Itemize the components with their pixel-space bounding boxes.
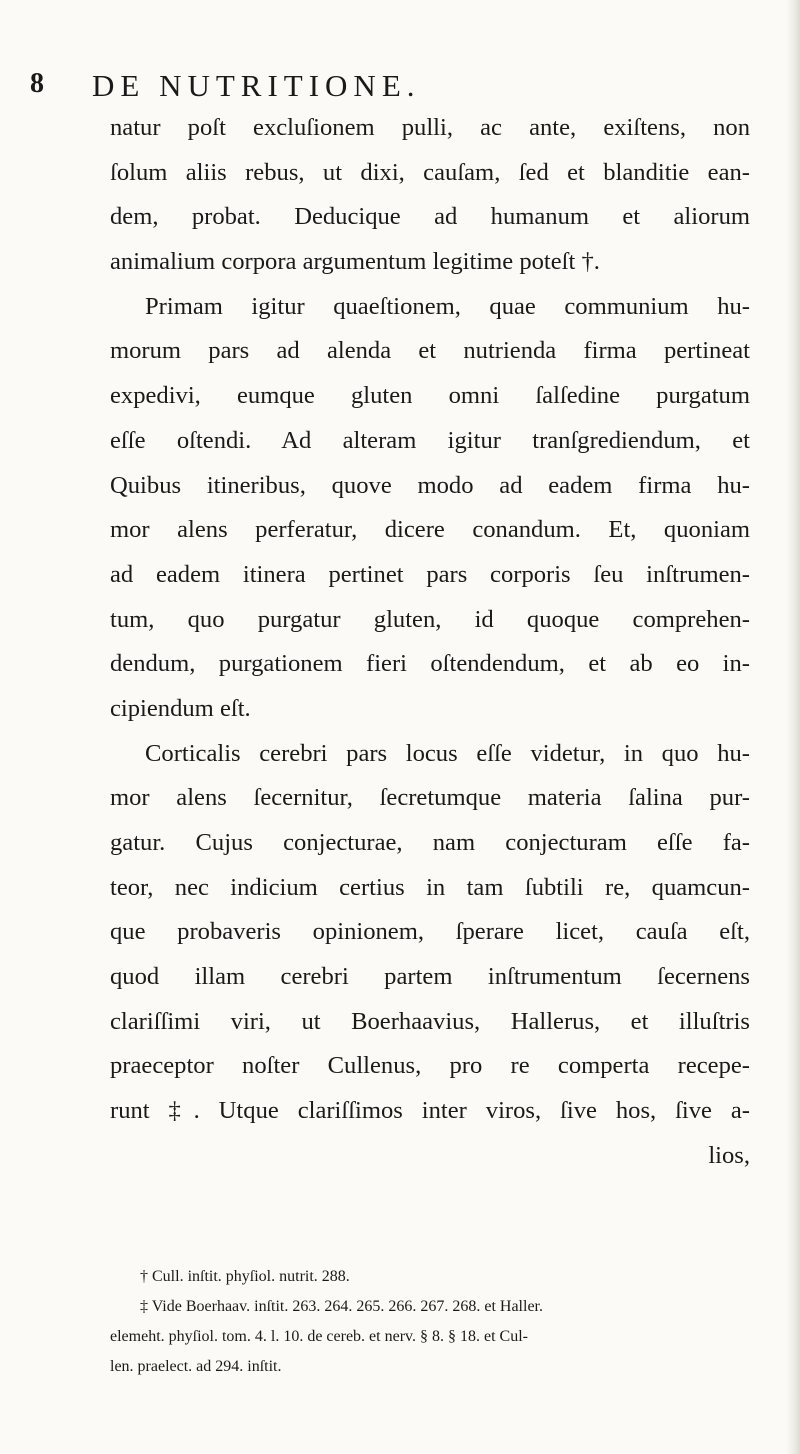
text-line: cipiendum eſt. — [110, 694, 251, 722]
text-line: tum, quo purgatur gluten, id quoque comprehen- — [110, 605, 750, 633]
paragraph-start-line: Primam igitur quaeſtionem, quae communium hu- — [145, 292, 750, 320]
text-line: expedivi, eumque gluten omni ſalſedine purgatum — [110, 382, 750, 410]
text-line: morum pars ad alenda et nutrienda firma pertineat — [110, 337, 750, 365]
text-line: dem, probat. Deducique ad humanum et aliorum — [110, 203, 750, 231]
text-line: mor alens perferatur, dicere conandum. Et, quoniam — [110, 516, 750, 544]
footnote-dagger: † Cull. inſtit. phyſiol. nutrit. 288. — [140, 1268, 350, 1285]
page-edge-shadow — [786, 0, 800, 1454]
text-line: gatur. Cujus conjecturae, nam conjecturam eſſe fa- — [110, 829, 750, 856]
text-line: que probaveris opinionem, ſperare licet, cauſa eſt, — [110, 918, 750, 946]
running-head — [30, 68, 750, 108]
text-line: ſolum aliis rebus, ut dixi, cauſam, ſed et blanditie ean- — [110, 158, 750, 186]
text-line: runt ‡. Utque clariſſimos inter viros, ſive hos, ſive a- — [110, 1097, 750, 1125]
text-line: ad eadem itinera pertinet pars corporis ſeu inſtrumen- — [110, 560, 750, 588]
footnotes — [110, 1262, 762, 1382]
text-line: Quibus itineribus, quove modo ad eadem firma hu- — [110, 471, 750, 499]
catchword: lios, — [708, 1141, 750, 1169]
text-line: clariſſimi viri, ut Boerhaavius, Hallerus, et illuſtris — [110, 1007, 750, 1035]
footnote-double-dagger: ‡ Vide Boerhaav. inſtit. 263. 264. 265. 266. 267. 268. et Haller. — [140, 1298, 543, 1315]
text-line: eſſe oſtendi. Ad alteram igitur tranſgrediendum, et — [110, 426, 750, 454]
footnote-continuation: len. praelect. ad 294. inſtit. — [110, 1358, 282, 1375]
text-line: mor alens ſecernitur, ſecretumque materia ſalina pur- — [110, 784, 750, 812]
text-line: quod illam cerebri partem inſtrumentum ſecernens — [110, 963, 750, 991]
running-title: DE NUTRITIONE. — [92, 68, 421, 103]
body-text — [110, 106, 750, 1179]
paragraph-start-line: Corticalis cerebri pars locus eſſe videtur, in quo hu- — [145, 739, 750, 767]
text-line: animalium corpora argumentum legitime poteſt †. — [110, 248, 600, 276]
text-line: natur poſt excluſionem pulli, ac ante, exiſtens, non — [110, 114, 750, 141]
footnote-continuation: elemeht. phyſiol. tom. 4. l. 10. de cereb. et nerv. § 8. § 18. et Cul- — [110, 1328, 528, 1345]
text-line: dendum, purgationem fieri oſtendendum, et ab eo in- — [110, 650, 750, 678]
page-number: 8 — [30, 68, 44, 99]
text-line: teor, nec indicium certius in tam ſubtili re, quamcun- — [110, 873, 750, 901]
text-line: praeceptor noſter Cullenus, pro re comperta recepe- — [110, 1052, 750, 1080]
